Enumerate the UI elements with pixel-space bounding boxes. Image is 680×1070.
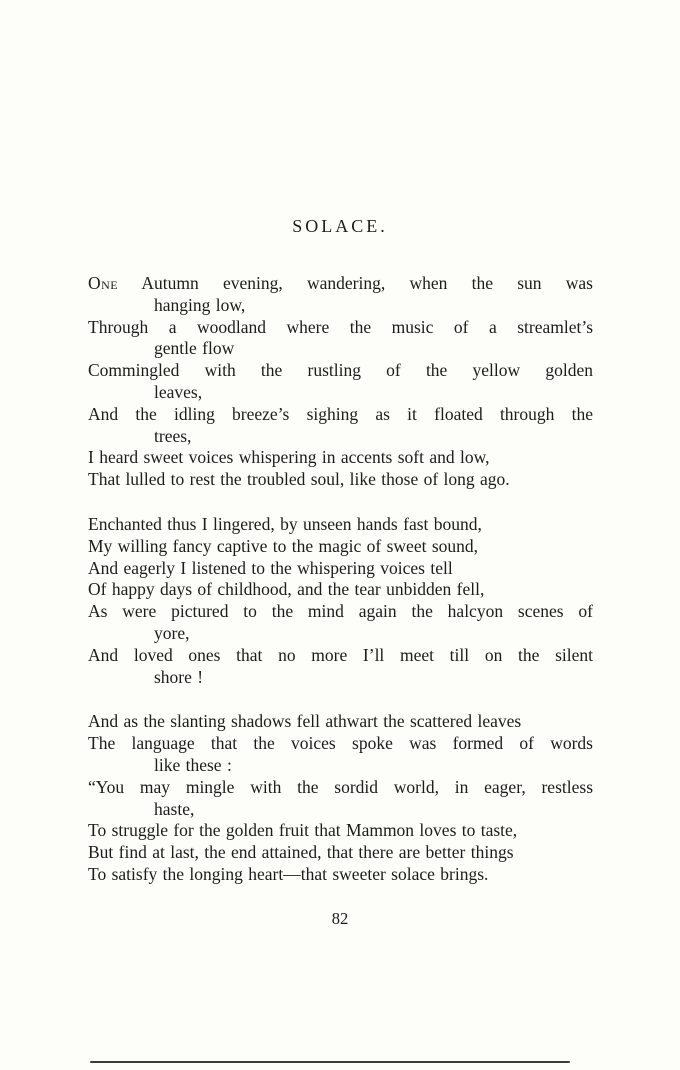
poem-line: gentle flow — [154, 338, 235, 359]
poem-stanza — [88, 273, 593, 491]
poem-line: shore ! — [154, 666, 204, 687]
poem-line: hanging low, — [154, 294, 246, 315]
page-number: 82 — [331, 908, 349, 928]
poem-line: trees, — [154, 425, 192, 446]
poem-line: To satisfy the longing heart—that sweeter solace brings. — [88, 863, 489, 884]
poem-line: As were pictured to the mind again the halcyon scenes of — [88, 601, 593, 622]
poem-line: That lulled to rest the troubled soul, like those of long ago. — [88, 469, 510, 490]
poem-line: And the idling breeze’s sighing as it floated through the — [88, 403, 593, 424]
poem-line: Through a woodland where the music of a streamlet’s — [88, 316, 593, 337]
poem-line: But find at last, the end attained, that there are better things — [88, 842, 514, 863]
poem-line: And as the slanting shadows fell athwart the scattered leaves — [88, 711, 522, 732]
poem-line: I heard sweet voices whispering in accents soft and low, — [88, 447, 490, 468]
poem-line: “You may mingle with the sordid world, in eager, restless — [88, 776, 593, 797]
poem-line: My willing fancy captive to the magic of sweet sound, — [88, 535, 479, 556]
poem-line: And eagerly I listened to the whispering voices tell — [88, 557, 453, 578]
poem-stanza — [88, 711, 593, 885]
poem-line: Of happy days of childhood, and the tear unbidden fell, — [88, 579, 485, 600]
poem-line: The language that the voices spoke was formed of words — [88, 733, 593, 754]
poem-line: like these : — [154, 754, 232, 775]
scan-edge-artifact — [90, 1061, 570, 1063]
poem-line: haste, — [154, 798, 195, 819]
poem-line: Commingled with the rustling of the yellow golden — [88, 360, 593, 381]
poem-line: yore, — [154, 622, 190, 643]
poem-body — [88, 273, 593, 886]
poem-line: Enchanted thus I lingered, by unseen hands fast bound, — [88, 513, 482, 534]
poem-line: One Autumn evening, wandering, when the sun was — [88, 273, 593, 293]
poem-line: leaves, — [154, 381, 203, 402]
poem-line: And loved ones that no more I’ll meet till on the silent — [88, 644, 593, 665]
small-caps-lead-word: One — [88, 273, 119, 293]
poem-line: To struggle for the golden fruit that Mammon loves to taste, — [88, 820, 518, 841]
poem-stanza — [88, 514, 593, 688]
poem-title: SOLACE. — [292, 216, 388, 236]
